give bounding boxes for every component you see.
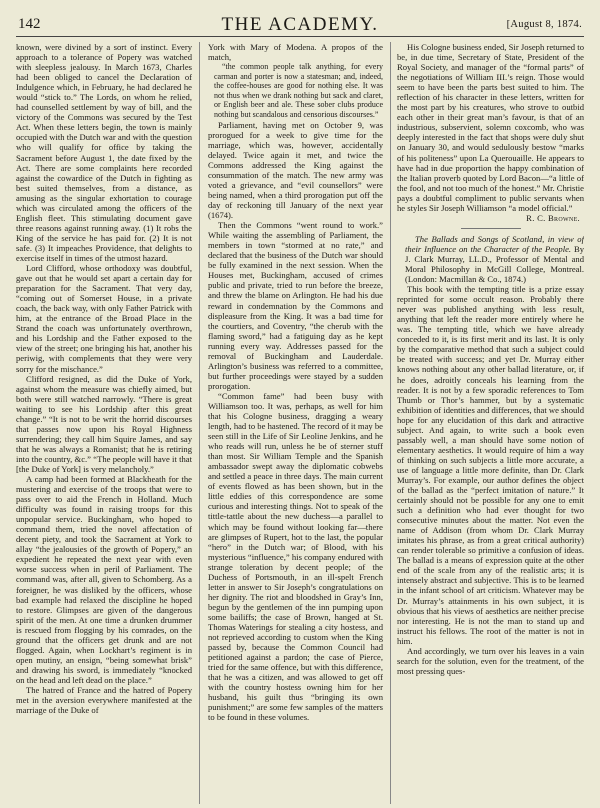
paragraph: And accordingly, we turn over his leaves in a vain search for the solution, even for the treatment, of the most pressing ques-	[397, 645, 584, 676]
paragraph: The hatred of France and the hatred of Popery met in the aversion everywhere manifested at the marriage of the Duke of	[16, 685, 192, 716]
review-heading	[397, 234, 584, 284]
column-divider-1	[199, 42, 200, 804]
paragraph: York with Mary of Modena. A propos of the match,	[208, 42, 383, 63]
paragraph: “Common fame” had been busy with Williamson too. It was, perhaps, as well for him that his Cologne business, dragging a weary length, had to be hastened. The record of it may be seen still in the Life of Sir Leoline Jenkins, and he who reads will run, unless he be of sterner stuff than most. Sir William Temple and the Spanish ambassador swept away the diplomatic cobwebs and settled a peace in three days. The main current of events flowed as has been shown, but in the little eddies of this correspondence are some curious and interesting things. Not to speak of the tittle-tattle about the new duchess—a parallel to which may be found without looking far—there are glimpses of Rupert, hot to the last, the popular “hero” in the Dutch war; of Blood, with his mysterious “influence,” his company endured with strange toleration by decent people; of the Duchess of Portsmouth, in an ill-spelt French letter in answer to Sir Joseph’s congratulations on her dignity. The riot and bloodshed in Gray’s Inn, begun by the gentlemen of the inn pumping upon some bailiffs; the case of Brown, hanged at St. Thomas Waterings for stealing a city hostess, and not reprieved according to custom when the King passed by, because the Common Council had petitioned against a pardon; the case of Pierce, tried for the same offence, but with this difference, that he was a citizen, and was allowed to get off with the country hostess owning him for her husband, his guilt thus “bringing its own punishment;” are some few samples of the matters to be found in these volumes.	[208, 390, 383, 723]
paragraph: known, were divined by a sort of instinct. Every approach to a tolerance of Popery was watched with sleepless jealousy. In March 1673, Charles had been obliged to cancel the Declaration of Indulgence which, in February, he had declared he would “stick to.” The Lords, on whom he relied, had counselled settlement by way of bill, and the victory of the Commons was secured by the Test Act. When these letters begin, the town is mainly occupied with the Dutch war and with the question who will qualify for office by taking the Sacrament before August 1, the date fixed by the Act. There are some complaints here recorded against the cowardice of the Dutch in fighting as best suited themselves, from a distance, as amusing as the singular exhortation to courage which was circulated among the officers of the English fleet. This stimulating document gave three reasons against running away. (1) It robs the King of the service he has paid for. (2) It is not safe. (3) It impeaches Providence, that delights to exercise itself in times of the utmost hazard.	[16, 42, 192, 263]
column-2	[208, 42, 383, 804]
column-divider-2	[390, 42, 391, 804]
block-quote: “the common people talk anything, for every carman and porter is now a statesman; and, indeed, the coffee-houses are good for nothing else. It was not thus when we drank nothing but sack and claret, or English beer and ale. These sober clubs produce nothing but scandalous and censorious discourses.”	[214, 62, 383, 120]
paragraph: This book with the tempting title is a prize essay reprinted for some occult reason. Probably there never was published anything with less result, anything that left the reader more entirely where he was. The tempting title, which we have already conceded to it, is its first merit and its last. It is only by the comparative method that such a subject could be treated with success; and yet Dr. Murray either knows nothing about any other ballad literature, or, if he does, adroitly conceals his learning from the reader. It is not by a few sporadic references to Tom Thumb or Thor’s hammer, but by a systematic exhibition of identities and differences, that we should hope for any elucidation of this dark and attractive subject. And again, to write such a book even passably well, a man should have some notion of elementary aesthetics. It would require of him a way of thinking on such subjects a little more accurate, a use of language a little more definite, than Dr. Clark Murray’s. For example, our author defines the object of the ballad as the “perfect imitation of nature.” It certainly should not be possible for any one to emit such a definition who had ever thought for two consecutive minutes about the matter. Not even the name of Addison (from whom Dr. Clark Murray imitates his phrase, as from a great critical authority) can render tolerable so primitive a confusion of ideas. The ballad is a means of expression quite at the other end of the scale from any of the realistic arts; it is intensely abstract and subjective. This is to be learned in the infant school of art criticism. Whatever may be Dr. Murray’s attainments in his own subject, it is obvious that his views of aesthetics are neither precise nor interesting. He is not the man to stand up and instruct his fellows. The root of the matter is not in him.	[397, 284, 584, 646]
paragraph: A camp had been formed at Blackheath for the mustering and exercise of the troops that were to pass over to aid the French in Holland. Much difficulty was found in raising troops for this unpopular service. Buckingham, who hoped to command them, tried the novel affectation of decent piety, and took the Sacrament at York to allay “the jealousies of the growth of Popery,” an expedient he repeated the next year with even worse success when in peril of Parliament. The command was, after all, given to Schomberg. As a foreigner, he was disliked by the officers, whose bad example had relaxed the discipline he hoped to restore. Glimpses are given of the dangerous spirit of the men. At one time a drunken drummer is rescued from flogging by his comrades, on the ground that the officers get drunk and are not flogged. Again, when Lockhart’s regiment is in open mutiny, an ensign, “being somewhat brisk” and drawing his sword, is immediately “knocked on the head and left dead on the place.”	[16, 474, 192, 685]
review-book-author: By J. Clark Murray, LL.D., Professor of Mental and Moral Philosophy in McGill College, Montreal. (London: Macmillan & Co., 1874.)	[405, 243, 584, 285]
paragraph: His Cologne business ended, Sir Joseph returned to be, in due time, Secretary of State, President of the Royal Society, and manager of the “formal parts” of the negotiations of William III.’s reign. Those would seem to have been the parts best suited to him. The reflection of his character in these letters, written for the most part by his creatures, who strove to outbid each other in their great man’s favour, is that of an industrious, subservient, solemn coxcomb, who was deeply interested in the fact that shops were duly shut on January 30, and would sedulously bestow “marks of his politeness” upon La Querouaille. He appears to have had in due proportion the happy combination of the Italian proverb quoted by Lord Bacon—“a little of the fool, and not too much of the honest.” Mr. Christie pays a doubtful compliment to public servants when he styles Sir Joseph Williamson “a model official.”	[397, 42, 584, 213]
review-book-title: The Ballads and Songs of Scotland, in view of their Influence on the Character of the People.	[405, 233, 584, 254]
author-signature: R. C. Browne.	[526, 212, 580, 223]
column-1	[16, 42, 192, 804]
paragraph: Lord Clifford, whose orthodoxy was doubtful, gave out that he would set apart a certain day for preparation for the Sacrament. That very day, “coming out of Somerset House, in a private coach, the back way, with only Father Patrick with him, at the entrance of the Broad Place in the Strand the coach was unfortunately overthrown, and his Lordship and the Father exposed to the view of the street; one bringing his hat, another his periwig, with complements that they were very sorry for the mischance.”	[16, 263, 192, 374]
issue-date: [August 8, 1874.	[506, 19, 582, 30]
paragraph: Parliament, having met on October 9, was prorogued for a week to give time for the marriage, which was, however, accidentally delayed. Twice again it met, and twice the Commons addressed the King against the consummation of the match. The new army was voted a grievance, and “evil counsellors” were being named, when a third prorogation put off the day of reckoning till January of the next year (1674).	[208, 119, 383, 221]
paragraph: Then the Commons “went round to work.” While waiting the assembling of Parliament, the members in town “stormed at no rate,” and declared that the business of the Dutch war should be fully examined in the next session. When the Houses met, Buckingham, accused of crimes public and private, tried to run before the breeze, and threw the blame on Arlington. He had his due reward in condemnation by the Commons and displeasure from the King. It was a bad time for the courtiers, and Coventry, “the cherub with the flaming sword,” had a fatiguing day as he kept running every way. Addresses passed for the removal of Buckingham and Lauderdale. Arlington’s business was referred to a committee, but further proceedings were stayed by a sudden prorogation.	[208, 220, 383, 391]
page-header	[16, 14, 584, 37]
paragraph: Clifford resigned, as did the Duke of York, against whom the measure was chiefly aimed, but both were still watched narrowly. “There is great waiting to see his Lordship after this great change.” “It is not to be writ the horrid discourses that passes now upon his Royal Highness surrendering; they call him Squire James, and say that he was always a Romanist; that he is retiring into the country, &c.” “The people will have it that [the Duke of York] is very melancholy.”	[16, 373, 192, 474]
column-3	[397, 42, 584, 804]
section-divider	[461, 228, 521, 229]
publication-title: THE ACADEMY.	[221, 14, 379, 35]
page-number: 142	[18, 16, 41, 32]
